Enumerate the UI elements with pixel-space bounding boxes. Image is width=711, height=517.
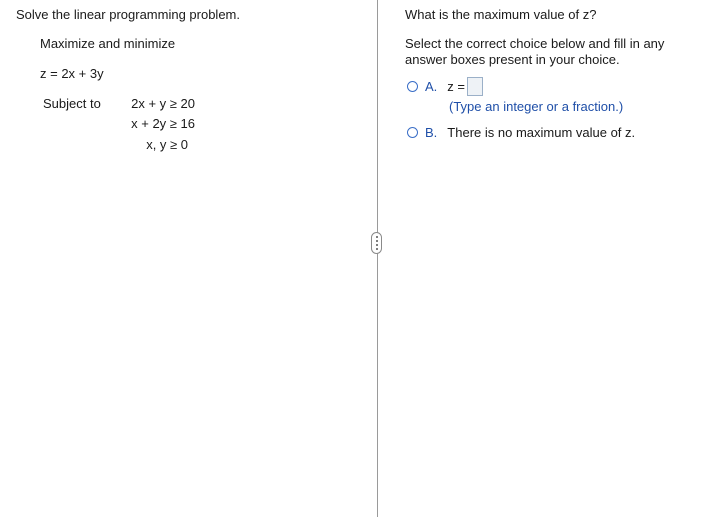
handle-dot: [376, 248, 378, 250]
choice-a-hint: (Type an integer or a fraction.): [449, 99, 624, 114]
objective-function: z = 2x + 3y: [40, 66, 104, 81]
choice-b-letter: B.: [425, 125, 438, 140]
handle-dot: [376, 240, 378, 242]
pane-divider: [377, 0, 378, 517]
choice-a-radio[interactable]: [407, 81, 418, 92]
constraint-2: x + 2y ≥ 16: [131, 116, 195, 131]
question-pane: [379, 0, 711, 517]
choice-a-letter: A.: [425, 79, 438, 94]
handle-dot: [376, 236, 378, 238]
problem-title: Solve the linear programming problem.: [16, 7, 240, 22]
choice-a[interactable]: [407, 77, 483, 96]
choice-b-text: There is no maximum value of z.: [447, 125, 636, 140]
constraint-1: 2x + y ≥ 20: [131, 96, 195, 111]
subject-to-label: Subject to: [43, 96, 101, 111]
question-text: What is the maximum value of z?: [405, 7, 597, 22]
choice-b-radio[interactable]: [407, 127, 418, 138]
handle-dot: [376, 244, 378, 246]
answer-input-box[interactable]: [467, 77, 483, 96]
constraint-3: x, y ≥ 0: [146, 137, 188, 152]
choice-b[interactable]: [407, 125, 635, 140]
objective-instruction: Maximize and minimize: [40, 36, 176, 51]
choice-a-prefix: z =: [447, 79, 466, 94]
answer-instruction: Select the correct choice below and fill in any answer boxes present in your choice.: [405, 36, 665, 67]
